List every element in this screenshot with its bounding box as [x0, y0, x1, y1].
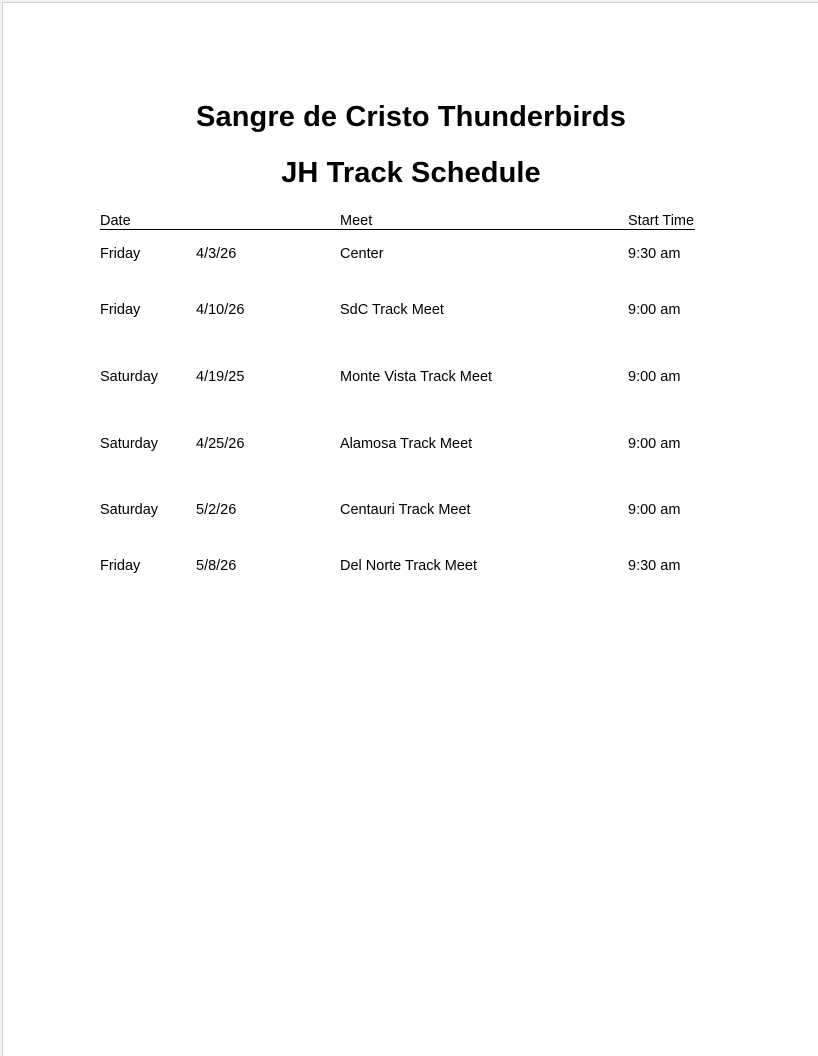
row-day: Saturday	[100, 436, 159, 452]
row-meet: Alamosa Track Meet	[340, 436, 473, 452]
schedule-row	[3, 302, 818, 322]
row-time: 9:30 am	[628, 246, 681, 262]
row-meet: SdC Track Meet	[340, 302, 444, 318]
row-time: 9:00 am	[628, 302, 681, 318]
schedule-row	[3, 246, 818, 266]
row-date: 5/2/26	[196, 502, 237, 518]
row-day: Friday	[100, 246, 141, 262]
schedule-row	[3, 436, 818, 456]
row-meet: Del Norte Track Meet	[340, 558, 477, 574]
row-time: 9:30 am	[628, 558, 681, 574]
row-date: 4/10/26	[196, 302, 245, 318]
row-meet: Center	[340, 246, 384, 262]
row-meet: Centauri Track Meet	[340, 502, 471, 518]
row-time: 9:00 am	[628, 502, 681, 518]
document-subtitle: JH Track Schedule	[281, 157, 541, 189]
schedule-row	[3, 558, 818, 578]
row-day: Saturday	[100, 369, 159, 385]
row-date: 4/25/26	[196, 436, 245, 452]
row-date: 4/3/26	[196, 246, 237, 262]
document-title: Sangre de Cristo Thunderbirds	[196, 101, 626, 133]
row-date: 4/19/25	[196, 369, 245, 385]
schedule-row	[3, 502, 818, 522]
row-time: 9:00 am	[628, 436, 681, 452]
header-meet: Meet	[340, 213, 373, 229]
row-meet: Monte Vista Track Meet	[340, 369, 493, 385]
row-time: 9:00 am	[628, 369, 681, 385]
row-date: 5/8/26	[196, 558, 237, 574]
document-page	[2, 2, 818, 1056]
row-day: Saturday	[100, 502, 159, 518]
header-start-time: Start Time	[628, 213, 695, 229]
header-date: Date	[100, 213, 131, 229]
header-underline	[100, 229, 695, 230]
schedule-row	[3, 369, 818, 389]
row-day: Friday	[100, 302, 141, 318]
row-day: Friday	[100, 558, 141, 574]
